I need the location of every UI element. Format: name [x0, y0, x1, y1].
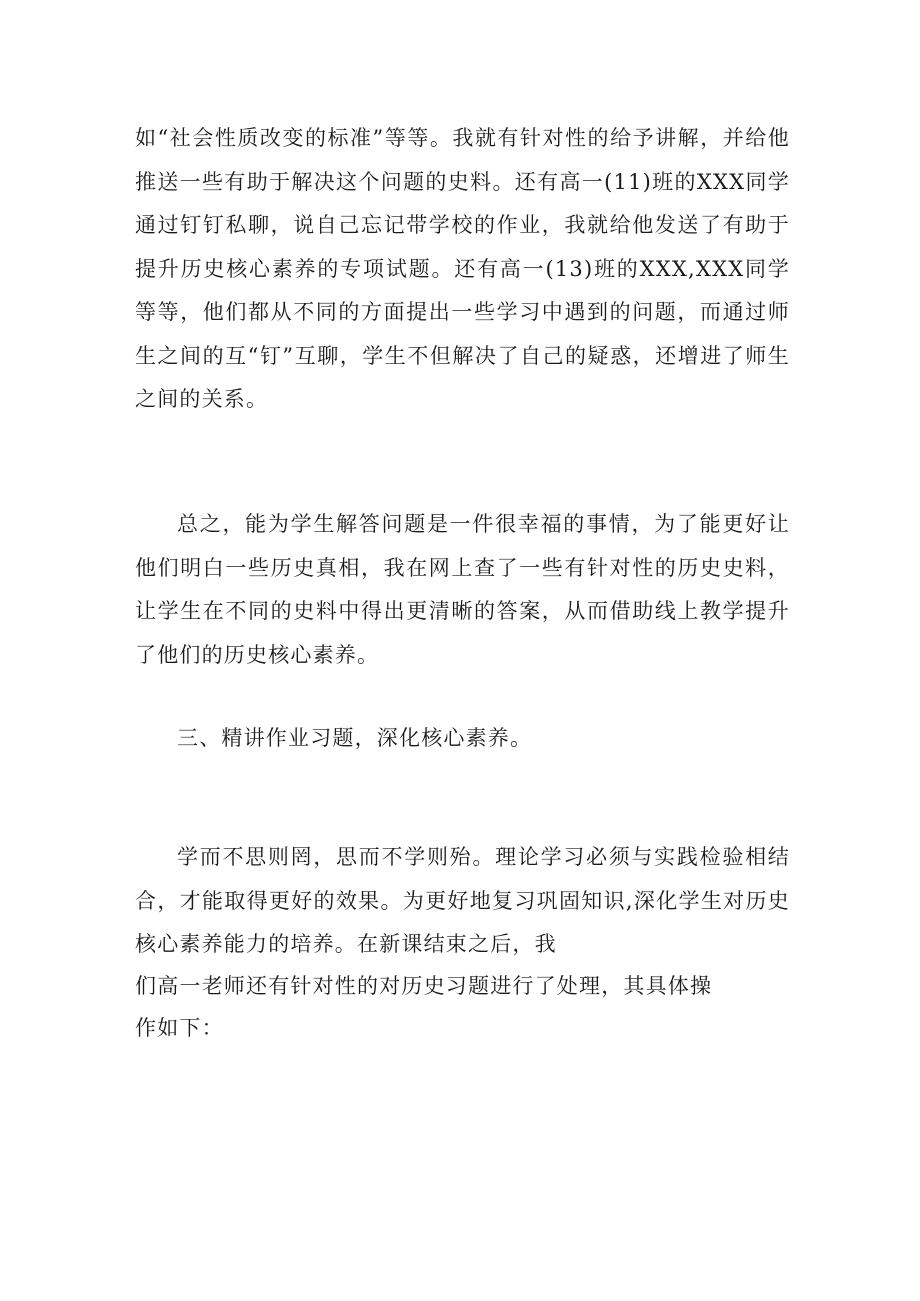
paragraph-teacher-processing: 们高一老师还有针对性的对历史习题进行了处理，其具体操 — [135, 974, 713, 998]
paragraph-theory-practice: 学而不思则罔，思而不学则殆。理论学习必须与实践检验相结合，才能取得更好的效果。为更好地复习巩固知识,深化学生对历史核心素养能力的培养。在新课结束之后，我 — [135, 845, 790, 956]
paragraph-student-questions: 如“社会性质改变的标准”等等。我就有针对性的给予讲解，并给他推送一些有助于解决这个问题的史料。还有高一(11)班的XXX同学通过钉钉私聊，说自己忘记带学校的作业，我就给他发送了有助于提升历史核心素养的专项试题。还有高一(13)班的XXX,XXX同学等等，他们都从不同的方面提出一些学习中遇到的问题，而通过师生之间的互“钉”互聊，学生不但解决了自己的疑惑，还增进了师生之间的关系。 — [135, 126, 790, 411]
paragraph-operation-intro: 作如下： — [135, 1016, 224, 1040]
paragraph-summary: 总之，能为学生解答问题是一件很幸福的事情，为了能更好让他们明白一些历史真相，我在网上查了一些有针对性的历史史料，让学生在不同的史料中得出更清晰的答案，从而借助线上教学提升了他们的历史核心素养。 — [135, 512, 790, 667]
section-heading-homework: 三、精讲作业习题，深化核心素养。 — [177, 726, 533, 750]
